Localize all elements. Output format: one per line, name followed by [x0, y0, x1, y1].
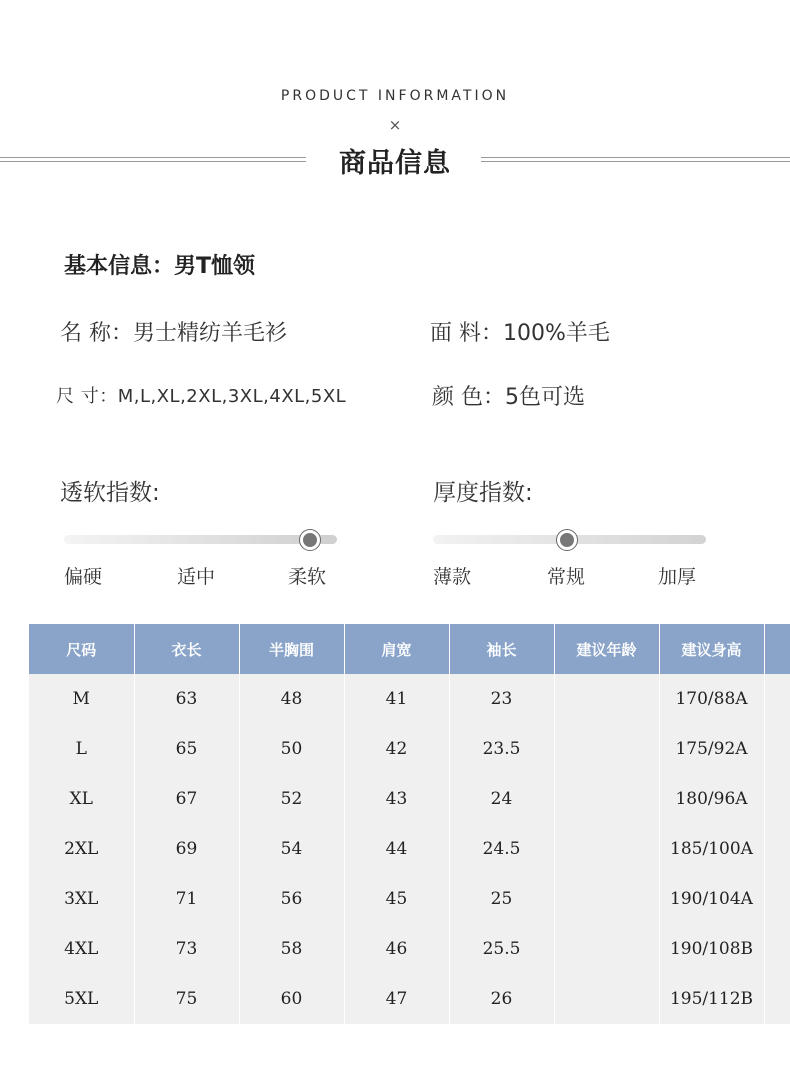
cell-height: 185/100A — [659, 824, 764, 874]
cell-shoulder: 46 — [344, 924, 449, 974]
cell-extra — [764, 824, 790, 874]
cell-length: 65 — [134, 724, 239, 774]
cell-height: 170/88A — [659, 674, 764, 724]
cell-half-chest: 60 — [239, 974, 344, 1024]
softness-label-medium: 适中 — [177, 566, 216, 588]
cell-shoulder: 45 — [344, 874, 449, 924]
softness-slider-knob[interactable] — [300, 530, 320, 550]
header-shoulder: 肩宽 — [344, 624, 449, 674]
cell-half-chest: 52 — [239, 774, 344, 824]
cell-age — [554, 824, 659, 874]
cell-sleeve: 26 — [449, 974, 554, 1024]
table-row — [29, 974, 790, 1024]
header-sleeve: 袖长 — [449, 624, 554, 674]
header-extra — [764, 624, 790, 674]
cell-extra — [764, 724, 790, 774]
cell-age — [554, 774, 659, 824]
header-size: 尺码 — [29, 624, 134, 674]
cell-height: 180/96A — [659, 774, 764, 824]
thickness-title: 厚度指数: — [433, 480, 533, 506]
header-height: 建议身高 — [659, 624, 764, 674]
cell-shoulder: 42 — [344, 724, 449, 774]
cell-sleeve: 23 — [449, 674, 554, 724]
cell-height: 195/112B — [659, 974, 764, 1024]
cell-shoulder: 43 — [344, 774, 449, 824]
cell-length: 63 — [134, 674, 239, 724]
subtitle-en: PRODUCT INFORMATION — [280, 88, 510, 104]
cell-extra — [764, 974, 790, 1024]
cell-height: 190/108B — [659, 924, 764, 974]
thickness-label-thick: 加厚 — [658, 566, 697, 588]
cell-half-chest: 58 — [239, 924, 344, 974]
cell-extra — [764, 874, 790, 924]
softness-label-soft: 柔软 — [288, 566, 327, 588]
size-table — [29, 624, 790, 1024]
cell-sleeve: 24.5 — [449, 824, 554, 874]
basic-info-heading: 基本信息：男T恤领 — [64, 254, 256, 279]
cell-half-chest: 56 — [239, 874, 344, 924]
product-size: 尺 寸：M,L,XL,2XL,3XL,4XL,5XL — [56, 386, 347, 407]
product-color: 颜 色：5色可选 — [432, 385, 585, 410]
table-row — [29, 724, 790, 774]
softness-label-hard: 偏硬 — [64, 566, 103, 588]
cell-shoulder: 47 — [344, 974, 449, 1024]
cell-length: 71 — [134, 874, 239, 924]
cell-age — [554, 674, 659, 724]
cell-height: 175/92A — [659, 724, 764, 774]
size-table-header-row — [29, 624, 790, 674]
table-row — [29, 924, 790, 974]
cell-sleeve: 25.5 — [449, 924, 554, 974]
cell-half-chest: 50 — [239, 724, 344, 774]
cell-height: 190/104A — [659, 874, 764, 924]
cell-extra — [764, 774, 790, 824]
cell-length: 67 — [134, 774, 239, 824]
cell-length: 69 — [134, 824, 239, 874]
softness-slider-track — [64, 535, 337, 544]
cell-length: 75 — [134, 974, 239, 1024]
thickness-label-regular: 常规 — [547, 566, 586, 588]
cell-sleeve: 25 — [449, 874, 554, 924]
cell-age — [554, 724, 659, 774]
cell-length: 73 — [134, 924, 239, 974]
cell-size: 3XL — [29, 874, 134, 924]
close-icon[interactable]: × — [388, 116, 402, 134]
header-half-chest: 半胸围 — [239, 624, 344, 674]
cell-size: XL — [29, 774, 134, 824]
cell-size: M — [29, 674, 134, 724]
cell-half-chest: 48 — [239, 674, 344, 724]
cell-size: 4XL — [29, 924, 134, 974]
table-row — [29, 774, 790, 824]
table-row — [29, 874, 790, 924]
table-row — [29, 824, 790, 874]
cell-size: 5XL — [29, 974, 134, 1024]
cell-age — [554, 874, 659, 924]
cell-sleeve: 23.5 — [449, 724, 554, 774]
cell-shoulder: 44 — [344, 824, 449, 874]
header-age: 建议年龄 — [554, 624, 659, 674]
cell-size: L — [29, 724, 134, 774]
thickness-label-thin: 薄款 — [433, 566, 472, 588]
cell-age — [554, 974, 659, 1024]
header-length: 衣长 — [134, 624, 239, 674]
softness-title: 透软指数: — [60, 480, 160, 506]
page-title: 商品信息 — [339, 148, 451, 179]
cell-shoulder: 41 — [344, 674, 449, 724]
cell-extra — [764, 924, 790, 974]
product-name: 名 称：男士精纺羊毛衫 — [60, 321, 287, 346]
cell-half-chest: 54 — [239, 824, 344, 874]
table-row — [29, 674, 790, 724]
product-fabric: 面 料：100%羊毛 — [430, 321, 610, 346]
cell-sleeve: 24 — [449, 774, 554, 824]
cell-size: 2XL — [29, 824, 134, 874]
cell-age — [554, 924, 659, 974]
thickness-slider-knob[interactable] — [557, 530, 577, 550]
cell-extra — [764, 674, 790, 724]
